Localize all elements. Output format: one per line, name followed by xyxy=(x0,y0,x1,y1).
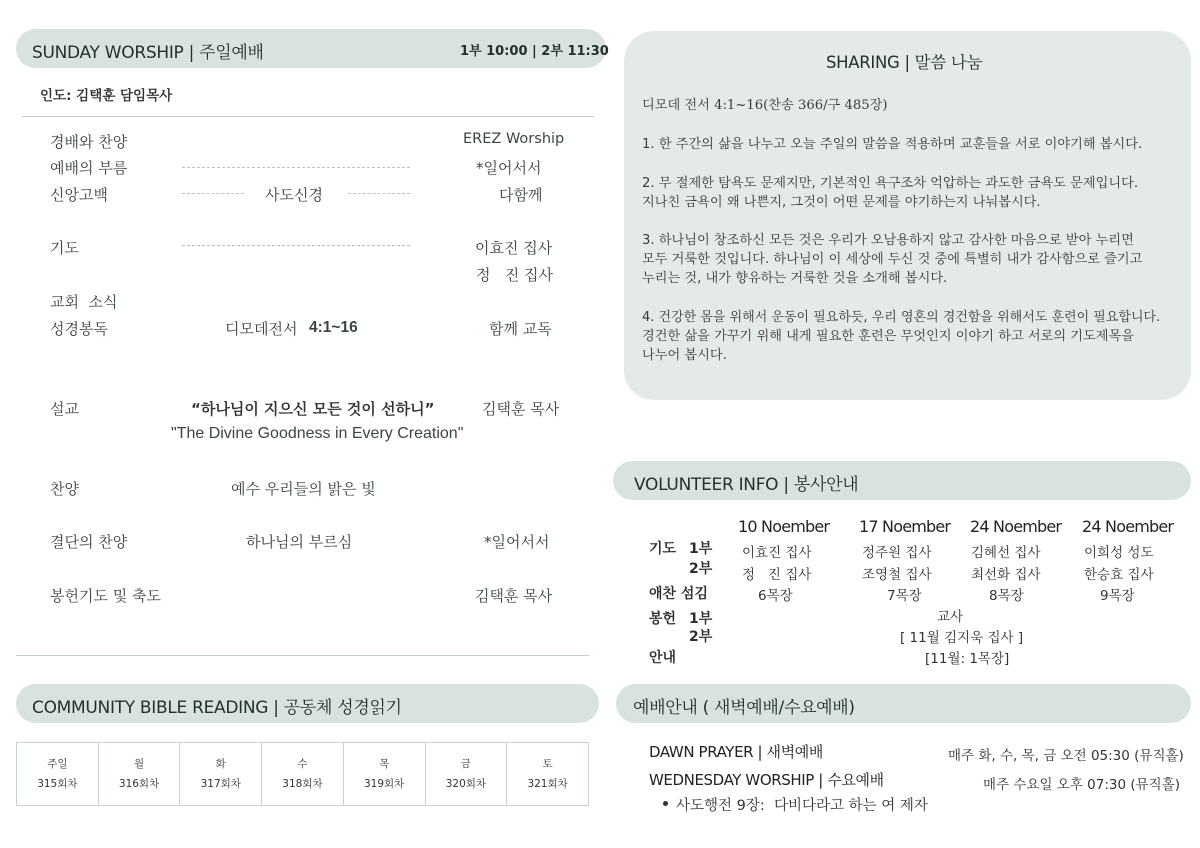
sharing-question: 나누어 봅시다. xyxy=(642,348,727,363)
volunteer-date: 17 Noember xyxy=(859,517,951,536)
volunteer-name: 7목장 xyxy=(887,588,922,604)
order-label: 예배의 부름 xyxy=(50,159,128,177)
divider xyxy=(22,116,594,117)
order-label: 경배와 찬양 xyxy=(50,133,128,151)
sharing-question: 1. 한 주간의 삶을 나누고 오늘 주일의 말씀을 적용하며 교훈들을 서로 이야기해 봅시다. xyxy=(642,137,1143,152)
order-center: 예수 우리들의 밝은 빛 xyxy=(231,480,376,498)
volunteer-sub-label: 1부 xyxy=(689,541,713,557)
volunteer-name: 정주원 집사 xyxy=(862,545,932,561)
volunteer-date: 24 Noember xyxy=(970,517,1062,536)
divider xyxy=(16,655,589,656)
dotted-leader xyxy=(182,245,410,246)
dawn-time: 매주 화, 수, 목, 금 오전 05:30 (뮤직홀) xyxy=(948,748,1184,764)
sharing-question: 3. 하나님이 창조하신 모든 것은 우리가 오남용하지 않고 감사한 마음으로 받아 누리면 xyxy=(642,233,1134,248)
volunteer-name: 한승효 집사 xyxy=(1084,567,1154,583)
order-center: 디모데전서 xyxy=(225,320,298,338)
volunteer-name: 최선화 집사 xyxy=(971,567,1041,583)
reading-cell: 목 319회차 xyxy=(343,743,425,806)
sharing-question: 누리는 것, 내가 향유하는 거룩한 것을 소개해 봅시다. xyxy=(642,271,948,286)
order-label: 봉헌기도 및 축도 xyxy=(50,587,161,605)
order-center-bold: 4:1~16 xyxy=(309,319,358,336)
dotted-leader xyxy=(182,167,410,168)
volunteer-sub-label: 2부 xyxy=(689,629,713,645)
volunteer-name: 조영철 집사 xyxy=(862,567,932,583)
volunteer-name: 8목장 xyxy=(989,588,1024,604)
volunteer-role-label: 안내 xyxy=(649,650,677,666)
sharing-question: 4. 건강한 몸을 위해서 운동이 필요하듯, 우리 영혼의 경건함을 위해서도 훈련이 필요합니다. xyxy=(642,310,1161,325)
worship-title: SUNDAY WORSHIP | 주일예배 xyxy=(32,43,264,63)
dotted-leader xyxy=(182,193,244,194)
reading-title: COMMUNITY BIBLE READING | 공동체 성경읽기 xyxy=(32,698,402,718)
volunteer-name: 이효진 집사 xyxy=(742,545,812,561)
bullet-icon xyxy=(663,801,668,806)
volunteer-role-label: 애찬 섬김 xyxy=(649,586,708,602)
order-label: 신앙고백 xyxy=(50,186,108,204)
volunteer-name: 9목장 xyxy=(1100,588,1135,604)
order-center: 하나님의 부르심 xyxy=(246,533,353,551)
wednesday-time: 매주 수요일 오후 07:30 (뮤직홀) xyxy=(983,777,1181,793)
order-right: *일어서서 xyxy=(476,159,542,177)
order-center: 사도신경 xyxy=(265,186,323,204)
reading-cell: 화 317회차 xyxy=(180,743,262,806)
volunteer-date: 10 Noember xyxy=(738,517,830,536)
sharing-question: 모두 거룩한 것입니다. 하나님이 이 세상에 두신 것 중에 특별히 내가 감사함으로 즐기고 xyxy=(642,252,1143,267)
reading-cell: 금 320회차 xyxy=(425,743,507,806)
wednesday-note: 사도행전 9장: 다비다라고 하는 여 제자 xyxy=(676,798,928,814)
volunteer-name: 정 진 집사 xyxy=(742,567,812,583)
dotted-leader xyxy=(348,193,410,194)
sharing-question: 지나친 금욕이 왜 나쁜지, 그것이 어떤 문제를 야기하는지 나눠봅시다. xyxy=(642,195,1041,210)
order-right: 다함께 xyxy=(499,186,543,204)
volunteer-name: 김혜선 집사 xyxy=(971,545,1041,561)
dawn-label: DAWN PRAYER | 새벽예배 xyxy=(649,743,823,761)
order-right: *일어서서 xyxy=(484,533,550,551)
reading-table xyxy=(16,742,589,806)
wednesday-label: WEDNESDAY WORSHIP | 수요예배 xyxy=(649,771,884,789)
sharing-passage: 디모데 전서 4:1~16(찬송 366/구 485장) xyxy=(642,98,888,113)
volunteer-sub-label: 1부 xyxy=(689,611,713,627)
sharing-question: 경건한 삶을 가꾸기 위해 내게 필요한 훈련은 무엇인지 이야기 하고 서로의 기도제목을 xyxy=(642,329,1134,344)
volunteer-name: 교사 xyxy=(937,609,964,625)
order-right: 김택훈 목사 xyxy=(482,400,560,418)
sharing-question: 2. 무 절제한 탐욕도 문제지만, 기본적인 욕구조차 억압하는 과도한 금욕도 문제입니다. xyxy=(642,176,1139,191)
worship-leader: 인도: 김택훈 담임목사 xyxy=(40,88,173,104)
volunteer-role-label: 기도 xyxy=(649,541,677,557)
services-title: 예배안내 ( 새벽예배/수요예배) xyxy=(633,698,855,718)
sermon-subtitle: "The Divine Goodness in Every Creation" xyxy=(171,425,464,442)
order-right: 함께 교독 xyxy=(489,320,552,338)
volunteer-sub-label: 2부 xyxy=(689,561,713,577)
order-right: 이효진 집사 xyxy=(475,239,553,257)
volunteer-name: 6목장 xyxy=(758,588,793,604)
order-right: 정 진 집사 xyxy=(476,266,554,284)
reading-cell: 주일 315회차 xyxy=(17,743,99,806)
order-right: 김택훈 목사 xyxy=(475,587,553,605)
order-label: 결단의 찬양 xyxy=(50,533,128,551)
reading-cell: 월 316회차 xyxy=(98,743,180,806)
volunteer-title: VOLUNTEER INFO | 봉사안내 xyxy=(634,475,859,495)
reading-cell: 수 318회차 xyxy=(262,743,344,806)
sermon-title: “하나님이 지으신 모든 것이 선하니” xyxy=(191,400,435,418)
order-label: 찬양 xyxy=(50,480,79,498)
volunteer-role-label: 봉헌 xyxy=(649,611,677,627)
reading-cell: 토 321회차 xyxy=(507,743,589,806)
order-right: EREZ Worship xyxy=(463,131,565,147)
order-label: 교회 소식 xyxy=(50,293,118,311)
volunteer-name: [11월: 1목장] xyxy=(925,651,1010,667)
order-label: 성경봉독 xyxy=(50,320,108,338)
volunteer-date: 24 Noember xyxy=(1082,517,1174,536)
order-label: 설교 xyxy=(50,400,79,418)
worship-times: 1부 10:00 | 2부 11:30 xyxy=(460,44,609,59)
sharing-title: SHARING | 말씀 나눔 xyxy=(826,53,983,72)
volunteer-name: 이희성 성도 xyxy=(1084,545,1154,561)
order-label: 기도 xyxy=(50,239,79,257)
volunteer-name: [ 11월 김지욱 집사 ] xyxy=(900,630,1024,646)
